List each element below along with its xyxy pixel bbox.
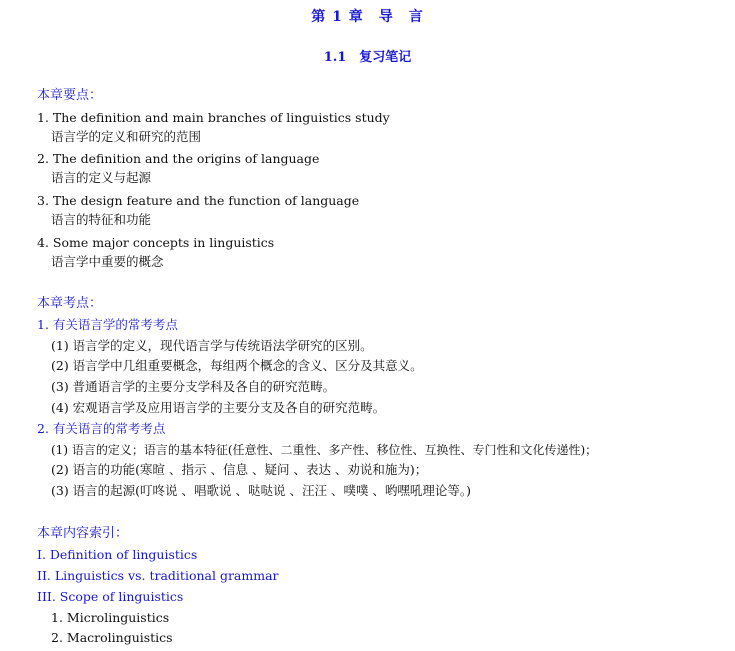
exam-detail: (3) 普通语言学的主要分支学科及各自的研究范畴。 bbox=[51, 379, 336, 394]
chapter-title: 第 1 章 导 言 bbox=[311, 9, 424, 25]
key-point-en: 3. The design feature and the function of language bbox=[37, 193, 360, 208]
exam-detail: (2) 语言的功能(寒暄 、指示 、信息 、疑问 、表达 、劝说和施为)； bbox=[51, 462, 428, 477]
exam-points-heading: 本章考点： bbox=[37, 296, 103, 311]
key-point-zh: 语言学中重要的概念 bbox=[51, 254, 164, 269]
key-point-zh: 语言的定义与起源 bbox=[51, 170, 152, 185]
content-index-heading: 本章内容索引： bbox=[37, 526, 129, 541]
key-point-en: 4. Some major concepts in linguistics bbox=[37, 235, 275, 250]
index-entry-link[interactable]: II. Linguistics vs. traditional grammar bbox=[37, 568, 279, 583]
key-point-zh: 语言学的定义和研究的范围 bbox=[51, 129, 202, 144]
exam-detail: (1) 语言的定义；语言的基本特征(任意性、二重性、多产性、移位性、互换性、专门性和文化传递性)； bbox=[51, 443, 598, 457]
exam-detail: (2) 语言学中几组重要概念，每组两个概念的含义、区分及其意义。 bbox=[51, 358, 423, 373]
exam-detail: (1) 语言学的定义，现代语言学与传统语法学研究的区别。 bbox=[51, 338, 373, 353]
index-subentry: 1. Microlinguistics bbox=[51, 610, 170, 625]
key-points-heading: 本章要点： bbox=[37, 88, 103, 103]
exam-group-title: 2. 有关语言的常考考点 bbox=[37, 421, 166, 436]
exam-detail: (3) 语言的起源(叮咚说 、唱歌说 、哒哒说 、汪汪 、噗噗 、哟嘿吼理论等。) bbox=[51, 483, 472, 498]
index-entry-link[interactable]: I. Definition of linguistics bbox=[37, 547, 198, 562]
key-point-en: 1. The definition and main branches of linguistics study bbox=[37, 110, 390, 125]
exam-detail: (4) 宏观语言学及应用语言学的主要分支及各自的研究范畴。 bbox=[51, 400, 386, 415]
index-entry-link[interactable]: III. Scope of linguistics bbox=[37, 589, 184, 604]
index-subentry: 2. Macrolinguistics bbox=[51, 630, 173, 645]
key-point-zh: 语言的特征和功能 bbox=[51, 212, 152, 227]
exam-group-title: 1. 有关语言学的常考考点 bbox=[37, 317, 178, 332]
key-point-en: 2. The definition and the origins of language bbox=[37, 151, 320, 166]
section-title: 1.1 复习笔记 bbox=[323, 50, 412, 65]
